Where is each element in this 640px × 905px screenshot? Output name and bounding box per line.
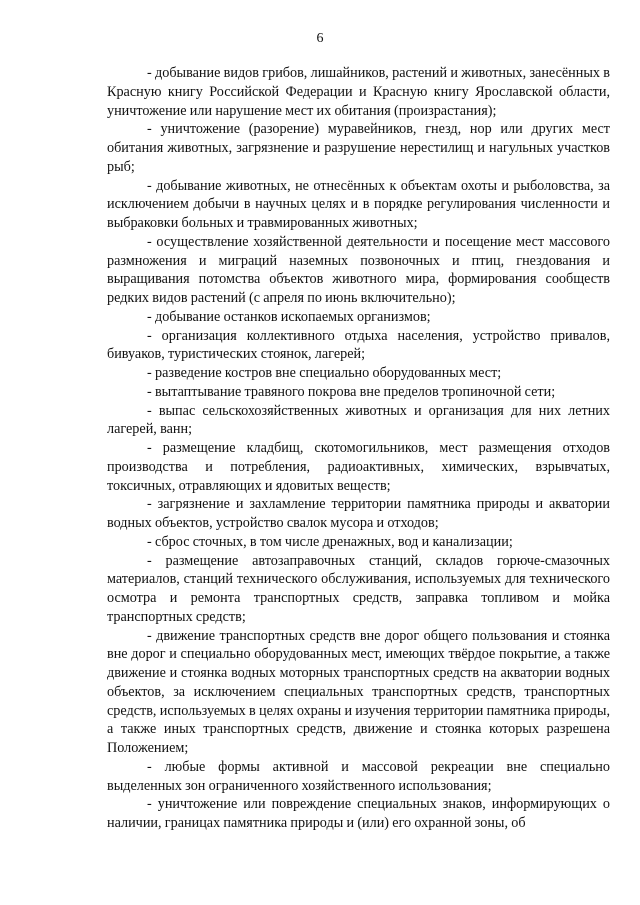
list-item: - сброс сточных, в том числе дренажных, вод и канализации; [147, 533, 513, 550]
list-item: - организация коллективного отдыха населения, устройство привалов, бивуаков, туристических стоянок, лагерей; [107, 327, 610, 363]
list-item: - осуществление хозяйственной деятельности и посещение мест массового размножения и миграций наземных позвоночных и птиц, гнездования и выращивания потомства объектов животного мира, формирования сообществ редких видов растений (с апреля по июнь включительно); [107, 233, 610, 306]
list-item: - размещение кладбищ, скотомогильников, мест размещения отходов производства и потребления, радиоактивных, химических, взрывчатых, токсичных, отравляющих и ядовитых веществ; [107, 440, 610, 494]
list-item: - добывание видов грибов, лишайников, растений и животных, занесённых в Красную книгу Российской Федерации и Красную книгу Ярославской области, уничтожение или нарушение мест их обитания (произрастания); [107, 65, 610, 119]
list-item: - движение транспортных средств вне дорог общего пользования и стоянка вне дорог и специально оборудованных мест, имеющих твёрдое покрытие, а также движение и стоянка водных моторных транспортных средств на акватории водных объектов, за исключением специальных транспортных средств, транспортных средств, используемых в целях охраны и изучения территории памятника природы, а также иных транспортных средств, движение и стоянка которых разрешена Положением; [107, 627, 610, 756]
list-item: - уничтожение или повреждение специальных знаков, информирующих о наличии, границах памятника природы и (или) его охранной зоны, об [107, 796, 610, 831]
prohibitions-list [107, 64, 610, 833]
list-item: - загрязнение и захламление территории памятника природы и акватории водных объектов, устройство свалок мусора и отходов; [107, 496, 610, 531]
list-item: - размещение автозаправочных станций, складов горюче-смазочных материалов, станций технического обслуживания, используемых для технического осмотра и ремонта транспортных средств, заправка топливом и мойка транспортных средств; [107, 552, 610, 625]
list-item: - уничтожение (разорение) муравейников, гнезд, нор или других мест обитания животных, загрязнение и разрушение нерестилищ и нагульных участков рыб; [107, 121, 610, 175]
list-item: - любые формы активной и массовой рекреации вне специально выделенных зон ограниченного хозяйственного использования; [107, 758, 610, 794]
list-item: - добывание животных, не отнесённых к объектам охоты и рыболовства, за исключением добычи в научных целях и в порядке регулирования численности и выбраковки больных и травмированных животных; [107, 177, 610, 231]
list-item: - вытаптывание травяного покрова вне пределов тропиночной сети; [147, 383, 556, 400]
list-item: - выпас сельскохозяйственных животных и организация для них летних лагерей, ванн; [107, 402, 610, 438]
list-item: - добывание останков ископаемых организмов; [147, 308, 431, 325]
list-item: - разведение костров вне специально оборудованных мест; [147, 365, 502, 381]
page-number: 6 [316, 31, 324, 46]
